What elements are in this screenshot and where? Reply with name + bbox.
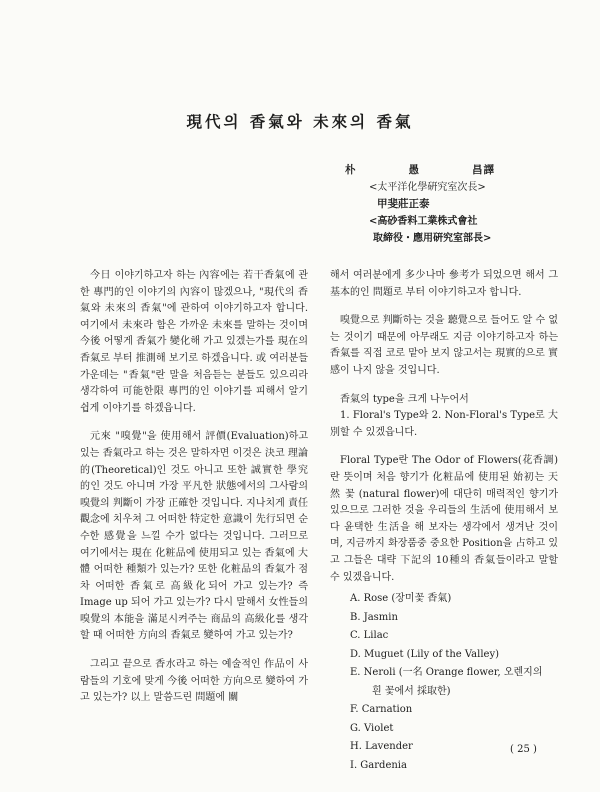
body-paragraph: Floral Type란 The Odor of Flowers(花香調)란 뜻이며 처음 향기가 化粧品에 使用된 始初는 天然 꽃 (natural flower)에 대단히 매력적인 향기가 있으므로 그러한 것을 우리들의 生活에 使用해서 보다 윤택한 生活을 해 보자는 생각에서 생겨난 것이며, 지금까지 화장품중 중요한 Position을 占하고 있고 그들은 대략 下記의 10種의 香氣들이라고 말할 수 있겠읍니다.	[330, 455, 558, 583]
author-affiliation-line2: 取締役・應用硏究室部長>	[373, 233, 492, 244]
author-affiliation-line1: <高砂香料工業株式會社	[369, 216, 478, 227]
body-paragraph: 1. Floral's Type와 2. Non-Floral's Type로 大別할 수 있겠읍니다.	[330, 410, 558, 438]
list-item-continuation: 흰 꽃에서 採取한)	[372, 685, 451, 697]
left-column	[80, 268, 308, 707]
list-item-label: A. Rose (장미꽃 香氣)	[350, 593, 452, 605]
translator-name-part: 愚	[408, 164, 420, 176]
list-item-label: H. Lavender	[350, 741, 413, 753]
body-paragraph: 元來 "嗅覺"을 使用해서 評價(Evaluation)하고 있는 香氣라고 하는 것은 말하자면 이것은 決코 理論的(Theoretical)인 것도 아니고 또한 誠實한 學究的인 것도 아니며 가장 平凡한 狀態에서의 그사람의 嗅覺의 判斷이 가장 正確한 것입니다. 지나치게 責任觀念에 치우쳐 그 어떠한 特定한 意識이 先行되면 순수한 感覺을 느낄 수가 없다는 것입니다. 그러므로 여기에서는 現在 化粧品에 使用되고 있는 香氣에 大體 어떠한 種類가 있는가? 또한 化粧品의 香氣가 점차 어떠한 香氣로 高級化되어 가고 있는가? 즉 Image up 되어 가고 있는가? 다시 말해서 女性들의 嗅覺의 本能을 滿足시켜주는 商品의 高級化를 생각할 때 어떠한 方向의 香氣로 變하여 가고 있는가?	[80, 431, 308, 642]
list-item	[330, 609, 558, 628]
list-item-label: B. Jasmin	[350, 611, 398, 623]
body-paragraph: 嗅覺으로 判斷하는 것을 聽覺으로 들어도 알 수 없는 것이기 때문에 아무래도 지금 이야기하고자 하는 香氣를 직접 코로 맡아 보지 않고서는 現實的으로 實感이 나지 않을 것입니다.	[330, 315, 558, 376]
article-title: 現代의 香氣와 未來의 香氣	[186, 112, 414, 131]
list-item	[330, 646, 558, 665]
list-item-label: E. Neroli (一名 Orange flower, 오렌지의	[350, 667, 543, 679]
list-item	[330, 627, 558, 646]
list-item-label: I. Gardenia	[350, 759, 407, 771]
translator-name	[345, 162, 495, 179]
list-item-label: D. Muguet (Lily of the Valley)	[350, 648, 500, 660]
list-item	[330, 720, 558, 739]
list-item	[330, 701, 558, 720]
author-name: 甲斐莊正泰	[377, 198, 430, 210]
list-item	[330, 590, 558, 609]
list-item	[330, 664, 558, 701]
translator-name-part: 朴	[345, 164, 357, 176]
right-column	[330, 268, 558, 775]
list-item	[330, 757, 558, 776]
list-item-label: C. Lilac	[350, 630, 389, 642]
page-number: ( 25 )	[510, 744, 537, 755]
body-paragraph: 今日 이야기하고자 하는 內容에는 若干香氣에 관한 專門的인 이야기의 內容이 많겠으나, "現代의 香氣와 未來의 香氣"에 관하여 이야기하고자 합니다. 여기에서 未來라 함은 가까운 未來를 말하는 것이며 今後 어떻게 香氣가 變化해 가고 있겠는가를 現在의 香氣로 부터 推測해 보기로 하겠읍니다. 或 여러분들 가운데는 "香氣"란 말을 처음듣는 분들도 있으리라 생각하여 可能한限 專門的인 이야기를 피해서 알기 쉽게 이야기를 하겠읍니다.	[80, 270, 308, 414]
translator-affiliation: <太平洋化學硏究室次長>	[369, 182, 486, 193]
translator-name-part: 昌譯	[472, 164, 495, 176]
list-item-label: G. Violet	[350, 722, 394, 734]
byline	[345, 162, 545, 247]
list-item-label: F. Carnation	[350, 704, 413, 716]
body-paragraph: 그리고 끝으로 香水라고 하는 예술적인 作品이 사람들의 기호에 맞게 今後 어떠한 方向으로 變하여 가고 있는가? 以上 말씀드린 問題에 關	[80, 659, 308, 704]
body-paragraph: 香氣의 type을 크게 나누어서	[340, 393, 469, 405]
body-paragraph: 해서 여러분에게 多少나마 參考가 되었으면 해서 그 基本的인 問題로 부터 이야기하고자 합니다.	[330, 270, 558, 298]
